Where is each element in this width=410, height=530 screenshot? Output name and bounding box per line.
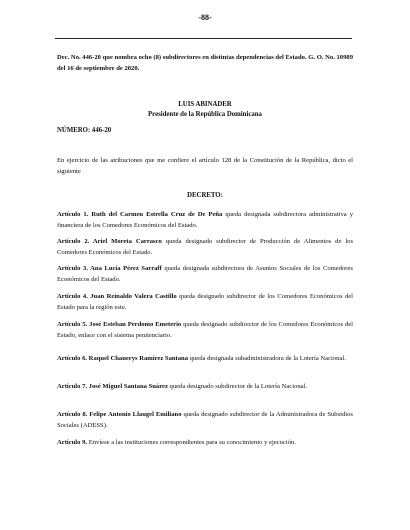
article-body: queda designado subdirector de los Comedores Económicos del Estado, enlace con el sistema penitenciario. xyxy=(57,321,353,339)
decree-number: NÚMERO: 446-20 xyxy=(57,127,112,134)
header-rule xyxy=(55,38,352,39)
article-body: queda designado subdirector de Producción de Alimentos de los Comedores Económicos del Estado. xyxy=(57,238,354,256)
article-head: Artículo 5. José Esteban Perdomo Emeterio xyxy=(57,321,182,328)
article-body: Envíese a las instituciones correspondientes para su conocimiento y ejecución. xyxy=(87,439,296,446)
article-4 xyxy=(57,292,353,313)
article-head: Artículo 7. José Miguel Santana Suárez xyxy=(57,383,168,390)
article-5 xyxy=(57,320,353,341)
decree-heading: DECRETO: xyxy=(187,192,223,199)
president-title: Presidente de la República Dominicana xyxy=(148,111,262,118)
president-name: LUIS ABINADER xyxy=(178,101,232,108)
article-1 xyxy=(57,210,353,231)
article-head: Artículo 9. xyxy=(57,439,88,446)
article-8 xyxy=(57,410,353,431)
article-2 xyxy=(57,237,353,258)
page-number: -88- xyxy=(198,13,212,22)
preamble: En ejercicio de las atribuciones que me confiere el artículo 128 de la Constitución de la República, dicto el siguiente xyxy=(57,157,353,175)
decree-summary: Dec. No. 446-20 que nombra ocho (8) subdirectores en distintas dependencias del Estado. G. O. No. 10989 del 16 de septiembre de 2020. xyxy=(57,54,353,72)
article-head: Artículo 8. Felipe Antonio Llaugel Emiliano xyxy=(57,411,182,418)
article-6 xyxy=(57,354,353,365)
article-head: Artículo 1. Ruth del Carmen Estrella Cruz de De Peña xyxy=(57,211,223,218)
article-body: queda designada subadministradora de la Lotería Nacional. xyxy=(188,355,346,362)
article-head: Artículo 3. Ana Lucía Pérez Sarraff xyxy=(57,265,162,272)
article-head: Artículo 6. Raquel Chanerys Ramírez Santana xyxy=(57,355,189,362)
article-body: queda designado subdirector de la Administradora de Subsidios Sociales (ADESS). xyxy=(57,411,353,429)
article-body: queda designada subdirectora de Asuntos Sociales de los Comedores Económicos del Estado. xyxy=(57,265,353,283)
article-9 xyxy=(57,438,353,449)
article-head: Artículo 4. Juan Reinaldo Valera Castillo xyxy=(57,293,177,300)
article-body: queda designada subdirectora administrativa y financiera de los Comedores Económicos del Estado. xyxy=(57,211,353,229)
article-head: Artículo 2. Ariel Moreta Carrasco xyxy=(57,238,162,245)
article-3 xyxy=(57,264,353,285)
article-body: queda designado subdirector de la Lotería Nacional. xyxy=(167,383,308,390)
article-7 xyxy=(57,382,353,393)
article-body: queda designado subdirector de los Comedores Económicos del Estado para la región este. xyxy=(57,293,354,311)
